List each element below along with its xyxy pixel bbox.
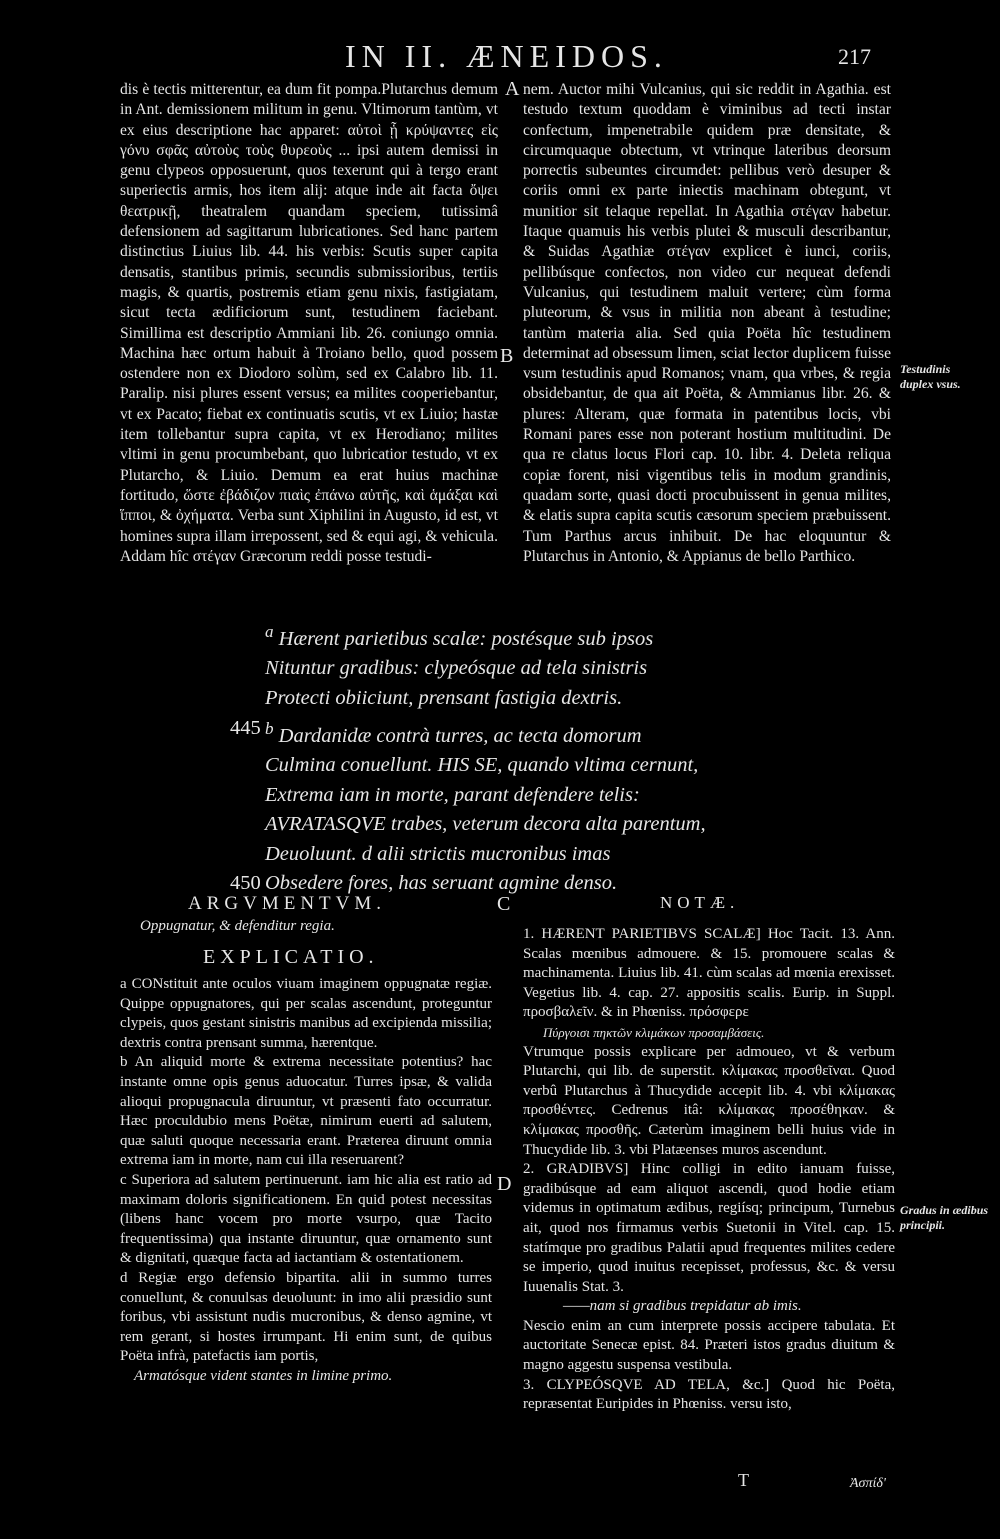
explicatio-para-a: a CONstituit ante oculos viuam imaginem oppugnatæ regiæ. Quippe oppugnatores, qui per scalas ascendunt, proteguntur clypeis, quos gestant sinistris manibus ad excipienda missilia; dextris contra prensant summa, hærentque. [120, 976, 492, 1051]
commentary-left-column [120, 80, 498, 600]
commentary-right-text: nem. Auctor mihi Vulcanius, qui sic reddit in Agathia. est testudo textum quoddam è viminibus ad tecti instar confectum, impenetrabile quidem præ densitate, & circumquaque obtectum, vt vtrinque lateribus deorsum porrectis subeuntes circumdet: pellibus verò desuper & coriis omni ex parte iniectis machinam obtegunt, vt munitior sit telaque repellat. In Agathia στέγαν habetur. Itaque quamuis his verbis plutei & musculi describantur, & Suidas Agathiæ στέγαν explicet è iunci, coriis, pellibúsque confectos, non video cur nequeat defendi Vulcanius, qui testudinem maluit vertere; cùm forma pluteorum, & vsus in militia non abeant à testudine; tantùm materia alia. Sed quia Poëta hîc testudinem determinat ad obsessum limen, sciat lector duplicem fuisse vsum testudinis apud Romanos; vnam, qua vrbes, & regia obsidebantur, de qua ait Poëta, & Ammianus libr. 26. & plures: Alteram, quæ formata in patentibus locis, vbi Romani pares esse non poterant hostium multitudini. De qua re clatus locus Flori cap. 10. libr. 4. Deleta reliqua copiæ forent, nisi vigentibus telis in modum grandinis, quadam sorte, quasi docti procubuissent in genua milites, & elatis supra capita scutis cæsorum speciem præbuissent. Tum Parthus arcus inhibuit. De hac eloquuntur & Plutarchus in Antonio, & Appianus de bello Parthico. [523, 81, 891, 565]
margin-letter-c: C [497, 893, 511, 915]
running-title: IN II. ÆNEIDOS. [345, 38, 668, 74]
verse-block [230, 617, 790, 899]
margin-letter-a: A [505, 78, 520, 100]
explicatio-para-c: c Superiora ad salutem pertinuerunt. iam hic alia est ratio ad maximam doloris significationem. En quid potest necessitas (libens hanc vocem pro morte vsurpo, quæ Tacito frequentissima) qua instante diruuntur, quæ ornamento sunt & dignitati, quæque facta ad iactantiam & ostentationem. [120, 1171, 492, 1267]
nota-2: 2. GRADIBVS] Hinc colligi in edito ianuam fuisse, gradibúsque ad eam aliquot ascendi, quod hodie etiam videmus in optimatum ædibus, regiísq; principum, Turnebus ait, quod nos firmamus verbis Suetonii in Vitel. cap. 15. statímque pro gradibus Palatii apud frequentes milites cedere se imperio, quod inuitus recepisset, professus, &c. & versu Iuuenalis Stat. 3. [523, 1161, 895, 1295]
verse-line: Nituntur gradibus: clypeósque ad tela sinistris [265, 657, 648, 680]
commentary-right-column [523, 80, 891, 600]
explicatio-para-b: b An aliquid morte & extrema necessitate potentius? hac instante omne opis genus aduocatur. Turres ipsæ, & valida alioqui propugnacula diruuntur, vt præsenti fato occurratur. Hæc proculdubio mens Poëtæ, nimirum euerti ad salutem, quæ saluti quoque necessaria erant. Præterea diruunt omnia extrema iam in morte, nam cui illa reseruarent? [120, 1054, 492, 1169]
catchword: Ἀσπίδ' [850, 1476, 886, 1491]
explicatio-column [120, 975, 492, 1485]
signature-mark: T [738, 1470, 749, 1490]
page-number: 217 [838, 44, 871, 69]
nota-3: 3. CLYPEÓSQVE AD TELA, &c.] Quod hic Poëta, repræsentat Euripides in Phœniss. versu isto, [523, 1376, 895, 1413]
explicatio-heading: EXPLICATIO. [203, 946, 379, 968]
nota-2-quote: ——nam si gradibus trepidatur ab imis. [563, 1298, 802, 1315]
margin-letter-b: B [500, 345, 514, 367]
commentary-left-text: dis è tectis mitterentur, ea dum fit pompa.Plutarchus demum in Ant. demissionem militum in genu. Vltimorum tantùm, vt ex eius descriptione hac apparet: αὐτοὶ ᾗ κρύψαντες εἰς γόνυ σφᾶς αὐτοὺς τοὺς θυρεοὺς ... ipsi autem demissi in genu clypeos opposuerunt, quos texerunt qui à tergo erant superiectis armis, hos item alij: atque inde ait facta ὄψει θεατρικῇ, theatralem quandam speciem, tutissimâ defensionem ad sagittarum lubricationes. Sed hanc partem distinctius Liuius lib. 44. his verbis: Scutis super capita densatis, stantibus primis, secundis submissioribus, tertiis magis, & quartis, postremis etiam genu nixis, fastigiatam, sicut tecta ædificiorum sunt, testudinem faciebant. Simillima est descriptio Ammiani lib. 26. coniungo omnia. Machina hæc ortum habuit à Troiano bello, quod possem ostendere non ex Diodoro solùm, sed ex Calabro lib. 11. Paralip. nisi plures essent versus; ea milites cooperiebantur, vt ex Pacato; fiebat ex continuatis scutis, vt ex Liuio; hastæ item tollebantur supra capita, vt ex Herodiano; milites vltimi in genu procumbebant, quo lubricatior testudo, vt ex Plutarcho, & Liuio. Demum ea erat huius machinæ fortitudo, ὥστε ἐβάδιζον πιαὶς ἐπάνω αὐτῆς, καὶ ἁμάξαι καὶ ἵπποι, & ὀχήματα. Verba sunt Xiphilini in Augusto, id est, vt homines supra illam irrepossent, sed & equi agi, & vehicula. Addam hîc στέγαν Græcorum reddi posse testudi- [120, 81, 498, 565]
argumentum-text: Oppugnatur, & defenditur regia. [140, 918, 335, 934]
verse-line: $^a$ Hærent parietibus scalæ: postésque sub ipsos [265, 622, 654, 650]
side-note-testudo: Testudinis duplex vsus. [900, 362, 961, 391]
nota-1: 1. HÆRENT PARIETIBVS SCALÆ] Hoc Tacit. 13. Ann. Scalas mœnibus admouere. & 15. promouere scalas & machinamenta. Liuius lib. 41. cùm scalas ad mœnia erexisset. Vegetius lib. 4. cap. 27. appositis scalis. Eurip. in Suppl. προσβαλεῖν. & in Phœniss. πρόσφερε [523, 926, 895, 1021]
verse-line: AVRATASQVE trabes, veterum decora alta parentum, [265, 813, 706, 836]
line-number: 445 [230, 716, 261, 739]
side-note-gradus: Gradus in ædibus principii. [900, 1203, 989, 1232]
notae-heading: NOTÆ. [660, 893, 740, 912]
margin-letter-d: D [497, 1173, 512, 1195]
verse-line: Extrema iam in morte, parant defendere telis: [265, 783, 640, 806]
verse-line: 445 $^b$ Dardanidæ contrà turres, ac tecta domorum [230, 714, 790, 751]
verse-line: 450 Obsedere fores, has seruant agmine denso. [230, 869, 790, 899]
nota-1-greek-quote: Πύργοισι πηκτῶν κλιμάκων προσαμβάσεις. [543, 1024, 765, 1040]
nota-1-continued: Vtrumque possis explicare per admoueo, vt & verbum Plutarchi, qui lib. de superstit. κλίμακας προσθεῖναι. Quod verbû Plutarchus à Thucydide accepit lib. 4. vbi κλίμακας προσθέντες. Cedrenus itâ: κλίμακας προσέθηκαν. & κλίμακας προσθῆς. Cæterùm imaginem belli huius vide in Thucydide lib. 3. vbi Platæenses muros ascendunt. [523, 1043, 895, 1158]
verse-line: Protecti obiiciunt, prensant fastigia dextris. [265, 687, 623, 710]
line-number: 450 [230, 872, 261, 895]
argumentum-heading: ARGVMENTVM. [188, 893, 387, 914]
nota-2-continued: Nescio enim an cum interprete possis accipere tabulata. Et auctoritate Senecæ epist. 84. Præteri istos gradus diuitum & magno aggestu suspensa vestibula. [523, 1317, 895, 1374]
explicatio-quote: Armatósque vident stantes in limine primo. [134, 1367, 393, 1384]
explicatio-para-d: d Regiæ ergo defensio bipartita. alii in summo turres conuellunt, & conuulsas deuoluunt: in imo alii præsidio sunt foribus, vbi assistunt nudis mucronibus, & denso agmine, vt rem gerant, si hostes irrumpant. Hi enim sunt, de quibus Poëta infrà, patefactis iam portis, [120, 1269, 492, 1365]
verse-line: Culmina conuellunt. HIS SE, quando vltima cernunt, [265, 754, 699, 777]
verse-line: Deuoluunt. d alii strictis mucronibus imas [265, 842, 611, 865]
notae-column [523, 925, 895, 1465]
running-header [0, 38, 1000, 78]
